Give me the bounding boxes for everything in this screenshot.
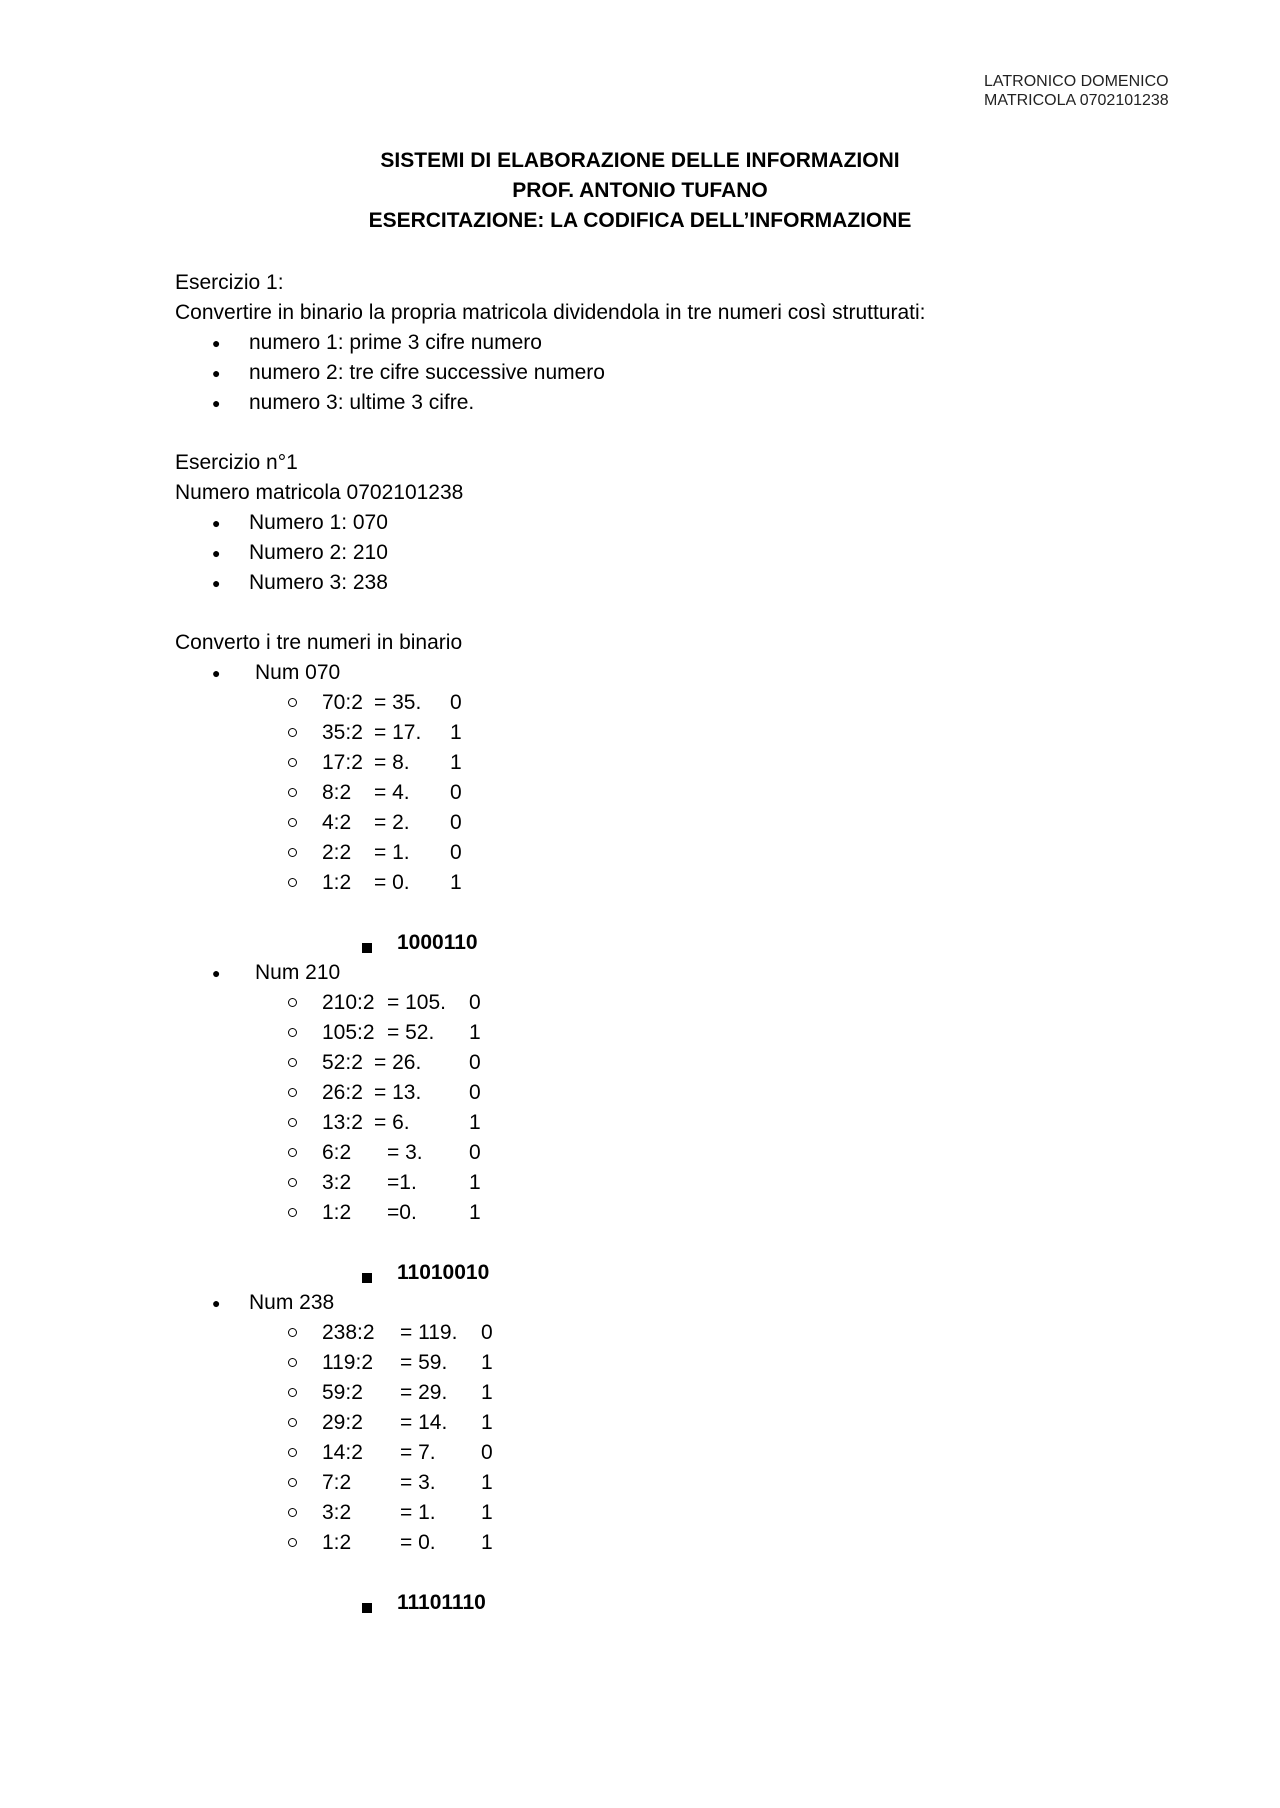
circle-bullet-icon (288, 1088, 297, 1097)
step-remainder: 1 (450, 751, 462, 774)
step-result: = 59. (400, 1351, 448, 1374)
step-division: 2:2 (322, 841, 352, 864)
bullet-icon: ● (212, 665, 221, 681)
number-item: Numero 2: 210 (249, 541, 388, 564)
step-result: = 0. (374, 871, 410, 894)
circle-bullet-icon (288, 1208, 297, 1217)
step-remainder: 1 (469, 1171, 481, 1194)
number-item: Numero 3: 238 (249, 571, 388, 594)
step-remainder: 0 (450, 781, 462, 804)
circle-bullet-icon (288, 1358, 297, 1367)
bullet-icon: ● (212, 365, 221, 381)
step-division: 17:2 (322, 751, 363, 774)
step-division: 14:2 (322, 1441, 363, 1464)
step-remainder: 1 (450, 721, 462, 744)
step-remainder: 0 (450, 841, 462, 864)
binary-result: 11101110 (397, 1591, 486, 1614)
step-division: 1:2 (322, 871, 352, 894)
circle-bullet-icon (288, 1328, 297, 1337)
step-remainder: 0 (450, 811, 462, 834)
step-remainder: 0 (450, 691, 462, 714)
assignment-item: numero 2: tre cifre successive numero (249, 361, 605, 384)
circle-bullet-icon (288, 1388, 297, 1397)
step-division: 1:2 (322, 1201, 352, 1224)
step-result: = 3. (400, 1471, 436, 1494)
binary-result: 1000110 (397, 931, 478, 954)
circle-bullet-icon (288, 998, 297, 1007)
step-division: 105:2 (322, 1021, 375, 1044)
step-result: = 35. (374, 691, 422, 714)
step-division: 1:2 (322, 1531, 352, 1554)
step-result: = 29. (400, 1381, 448, 1404)
course-title: SISTEMI DI ELABORAZIONE DELLE INFORMAZIONI (380, 149, 900, 172)
bullet-icon: ● (212, 965, 221, 981)
step-remainder: 1 (450, 871, 462, 894)
step-result: = 4. (374, 781, 410, 804)
assignment-text: Convertire in binario la propria matricola dividendola in tre numeri così strutturati: (175, 301, 926, 324)
step-division: 238:2 (322, 1321, 375, 1344)
step-remainder: 1 (481, 1501, 493, 1524)
step-result: = 6. (374, 1111, 410, 1134)
step-division: 13:2 (322, 1111, 363, 1134)
author-name: LATRONICO DOMENICO (984, 73, 1169, 90)
step-result: = 13. (374, 1081, 422, 1104)
circle-bullet-icon (288, 818, 297, 827)
circle-bullet-icon (288, 1178, 297, 1187)
conversion-label: Num 070 (255, 661, 341, 684)
step-remainder: 1 (469, 1201, 481, 1224)
binary-result: 11010010 (397, 1261, 490, 1284)
step-result: = 3. (387, 1141, 423, 1164)
circle-bullet-icon (288, 788, 297, 797)
step-result: = 1. (374, 841, 410, 864)
assignment-heading: Esercizio 1: (175, 271, 284, 294)
conversion-label: Num 238 (249, 1291, 335, 1314)
circle-bullet-icon (288, 1538, 297, 1547)
bullet-icon: ● (212, 395, 221, 411)
circle-bullet-icon (288, 1448, 297, 1457)
step-division: 29:2 (322, 1411, 363, 1434)
square-bullet-icon (362, 943, 372, 953)
step-remainder: 0 (469, 1081, 481, 1104)
assignment-item: numero 3: ultime 3 cifre. (249, 391, 475, 414)
circle-bullet-icon (288, 758, 297, 767)
circle-bullet-icon (288, 878, 297, 887)
circle-bullet-icon (288, 1478, 297, 1487)
circle-bullet-icon (288, 728, 297, 737)
step-remainder: 1 (481, 1531, 493, 1554)
conversion-label: Num 210 (255, 961, 341, 984)
step-division: 52:2 (322, 1051, 363, 1074)
step-remainder: 0 (481, 1441, 493, 1464)
square-bullet-icon (362, 1603, 372, 1613)
step-remainder: 0 (481, 1321, 493, 1344)
header-info (984, 72, 1169, 110)
circle-bullet-icon (288, 1148, 297, 1157)
bullet-icon: ● (212, 515, 221, 531)
circle-bullet-icon (288, 1508, 297, 1517)
step-remainder: 0 (469, 1141, 481, 1164)
step-result: = 14. (400, 1411, 448, 1434)
bullet-icon: ● (212, 335, 221, 351)
step-result: = 0. (400, 1531, 436, 1554)
step-division: 3:2 (322, 1171, 352, 1194)
circle-bullet-icon (288, 1418, 297, 1427)
circle-bullet-icon (288, 848, 297, 857)
step-remainder: 1 (469, 1111, 481, 1134)
step-division: 59:2 (322, 1381, 363, 1404)
step-remainder: 1 (481, 1471, 493, 1494)
circle-bullet-icon (288, 1118, 297, 1127)
step-remainder: 1 (481, 1411, 493, 1434)
exercise-title: ESERCITAZIONE: LA CODIFICA DELL’INFORMAZIONE (368, 209, 912, 232)
step-result: =0. (387, 1201, 417, 1224)
step-result: =1. (387, 1171, 417, 1194)
professor-title: PROF. ANTONIO TUFANO (512, 179, 768, 202)
step-result: = 26. (374, 1051, 422, 1074)
bullet-icon: ● (212, 1295, 221, 1311)
number-item: Numero 1: 070 (249, 511, 388, 534)
step-remainder: 1 (481, 1351, 493, 1374)
step-result: = 1. (400, 1501, 436, 1524)
bullet-icon: ● (212, 575, 221, 591)
step-division: 3:2 (322, 1501, 352, 1524)
square-bullet-icon (362, 1273, 372, 1283)
assignment-item: numero 1: prime 3 cifre numero (249, 331, 542, 354)
step-result: = 105. (387, 991, 446, 1014)
conversion-intro: Converto i tre numeri in binario (175, 631, 463, 654)
step-result: = 7. (400, 1441, 436, 1464)
circle-bullet-icon (288, 698, 297, 707)
step-remainder: 1 (469, 1021, 481, 1044)
step-remainder: 1 (481, 1381, 493, 1404)
matricola-line: Numero matricola 0702101238 (175, 481, 464, 504)
circle-bullet-icon (288, 1058, 297, 1067)
step-result: = 119. (400, 1321, 458, 1344)
step-result: = 8. (374, 751, 410, 774)
step-remainder: 0 (469, 1051, 481, 1074)
bullet-icon: ● (212, 545, 221, 561)
step-division: 119:2 (322, 1351, 373, 1374)
step-result: = 17. (374, 721, 422, 744)
step-division: 70:2 (322, 691, 363, 714)
circle-bullet-icon (288, 1028, 297, 1037)
step-division: 7:2 (322, 1471, 352, 1494)
step-division: 35:2 (322, 721, 363, 744)
step-division: 8:2 (322, 781, 352, 804)
step-division: 6:2 (322, 1141, 352, 1164)
step-division: 4:2 (322, 811, 352, 834)
matricola-header: MATRICOLA 0702101238 (984, 92, 1169, 109)
step-result: = 52. (387, 1021, 435, 1044)
step-result: = 2. (374, 811, 410, 834)
step-division: 210:2 (322, 991, 375, 1014)
solution-heading: Esercizio n°1 (175, 451, 298, 474)
step-division: 26:2 (322, 1081, 363, 1104)
step-remainder: 0 (469, 991, 481, 1014)
